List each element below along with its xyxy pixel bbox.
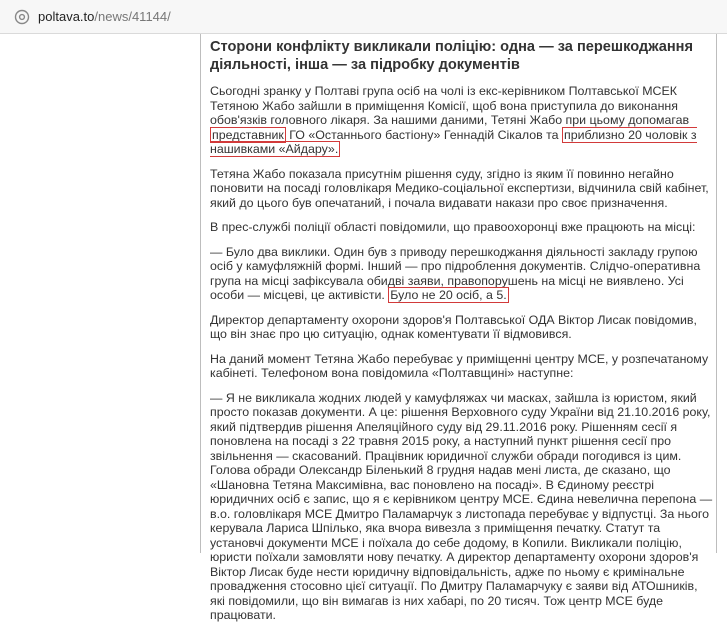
news-article [210,38,713,633]
right-column-divider [716,34,717,553]
article-paragraph-5: Директор департаменту охорони здоров'я Полтавської ОДА Віктор Лисак повідомив, що він знає про цю ситуацію, однак коментувати її відмовився. [210,312,697,341]
url-text[interactable] [38,9,171,25]
left-column-divider [200,34,201,553]
article-paragraph-4 [210,245,713,303]
page-content [0,34,727,622]
article-title: Сторони конфлікту викликали поліцію: одна — за перешкоджання діяльності, інша — за підробку документів [210,39,693,73]
url-path: /news/41144/ [94,9,171,24]
article-paragraph-2: Тетяна Жабо показала присутнім рішення суду, згідно із яким її повинно негайно поновити на посаді головлікаря Медико-соціальної експертизи, відчинила свій кабінет, який до цього був опечатаний, і почала видавати накази про своє призначення. [210,166,709,210]
article-paragraph-7: — Я не викликала жодних людей у камуфляжах чи масках, зайшла із юристом, який просто показав документи. А це: рішення Верховного суду України від 21.10.2016 року, який підтвердив рішення Апеляційного суду від 29.11.2016 року. Рішенням сесії я поновлена на посаді з 22 травня 2015 року, а наступний пункт рішення сесії про звільнення — скасований. Працівник юридичної служби обради погодився із цим. Голова обради Олександр Біленький 8 грудня надав мені листа, де сказано, що «Шановна Тетяна Максимівна, вас поновлено на посаді». В Єдиному реєстрі юридичних осіб є запис, що я є керівником центру МСЕ. Єдина невелична перепона — в.о. головлікаря МСЕ Дмитро Паламарчук з листопада перебуває у відпустці. За нього керувала Лариса Шпілько, яка вчора вивезла з приміщення печатку. Статут та установчі документи МСЕ і поїхала до себе додому, в Копили. Викликали поліцію, юристи поїхали замовляти нову печатку. А директор департаменту охорони здоров'я Віктор Лисак буде нести юридичну відповідальність, адже по ньому є кримінальне провадження стосовно цієї ситуації. По Дмитру Паламарчуку є заяви від АТОшників, які повідомили, що він вимагав із них хабарі, по 20 тисяч. Тож центр МСЕ буде працювати. [210,390,713,622]
p1-text-b: ГО «Останнього бастіону» Геннадій Сікалов та [285,127,563,142]
highlight-aidar: приблизно 20 чоловік з нашивками «Айдару». [210,127,697,156]
url-host: poltava.to [38,9,95,24]
highlight-representative: представник [212,127,284,142]
article-paragraph-6: На даний момент Тетяна Жабо перебуває у приміщенні центру МСЕ, у розпечатаному кабінеті. Телефоном вона повідомила «Полтавщині» наступне: [210,351,709,380]
site-info-icon[interactable] [14,9,30,25]
p4-text: — Було два виклики. Один був з приводу перешкоджання діяльності закладу групою осіб у камуфляжній формі. Інший — про підроблення документів. Слідчо-оперативна група на місці зафіксувала обидві заяви, правопорушень на місці не виявлено. Усі особи — місцеві, це активісти. [210,244,701,302]
browser-address-bar[interactable] [0,0,727,34]
p1-text-a: Сьогодні зранку у Полтаві група осіб на чолі із екс-керівником Полтавської МСЕК Тетяною Жабо зайшли в приміщення Комісії, щоб вона приступила до виконання обов'язків головного лікаря. За нашими даними, Тетяні Жабо при цьому допомагав [210,84,690,127]
article-paragraph-3: В прес-службі поліції області повідомили, що правоохоронці вже працюють на місці: [210,220,696,234]
article-paragraph-1 [210,84,713,157]
highlight-not-20: Було не 20 осіб, а 5. [390,288,507,302]
